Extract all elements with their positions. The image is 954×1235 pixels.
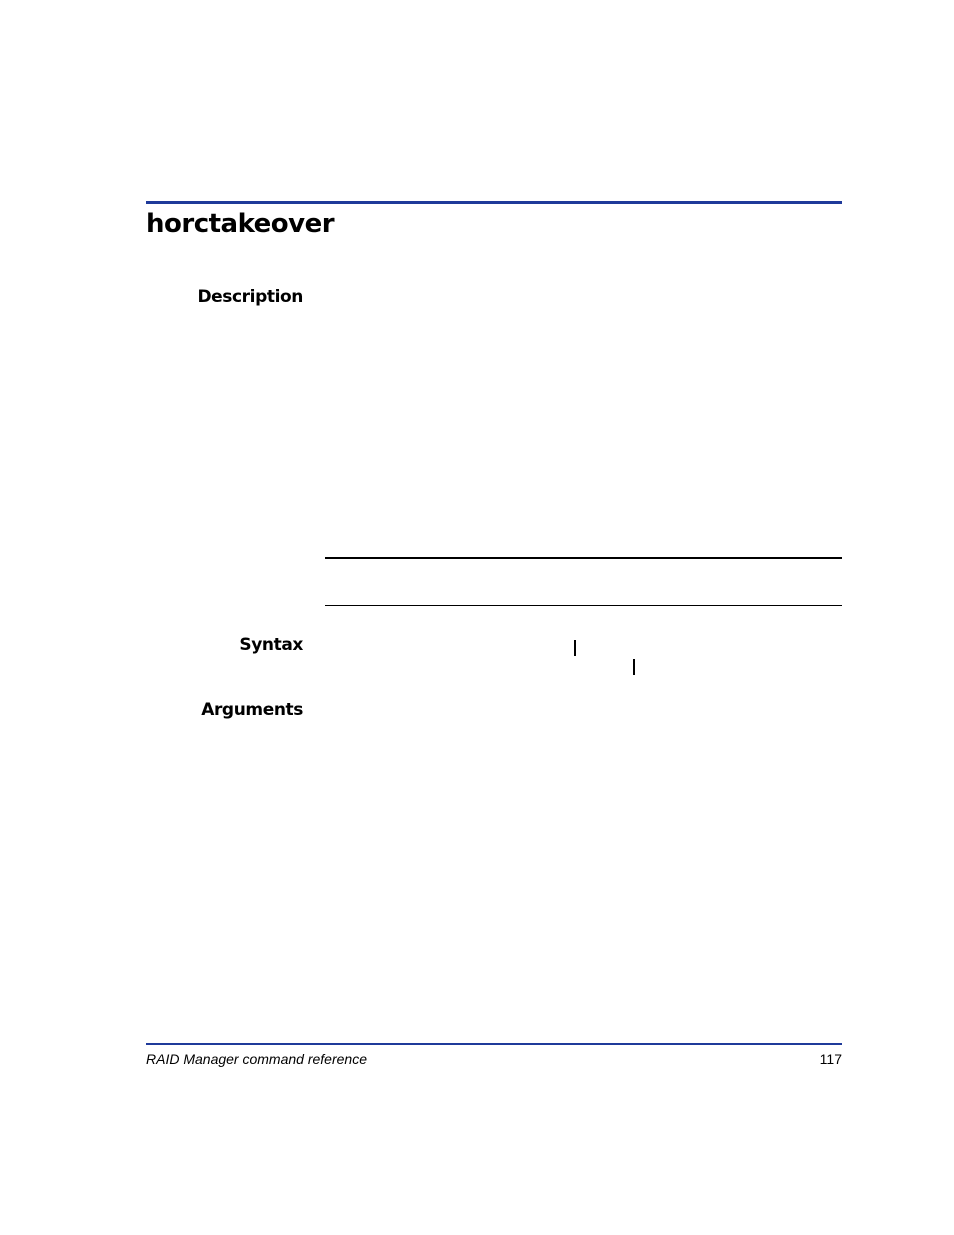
syntax-separator-bar — [633, 659, 635, 675]
note-box-bottom-rule — [325, 605, 842, 606]
title-rule — [146, 201, 842, 204]
arguments-heading: Arguments — [201, 700, 303, 720]
footer-rule — [146, 1043, 842, 1045]
page-title: horctakeover — [146, 209, 335, 239]
syntax-separator-bar — [574, 640, 576, 656]
syntax-heading: Syntax — [239, 635, 303, 655]
footer-page-number: 117 — [819, 1051, 842, 1067]
description-heading: Description — [197, 287, 303, 307]
note-box-top-rule — [325, 557, 842, 559]
footer-doc-title: RAID Manager command reference — [146, 1051, 367, 1067]
